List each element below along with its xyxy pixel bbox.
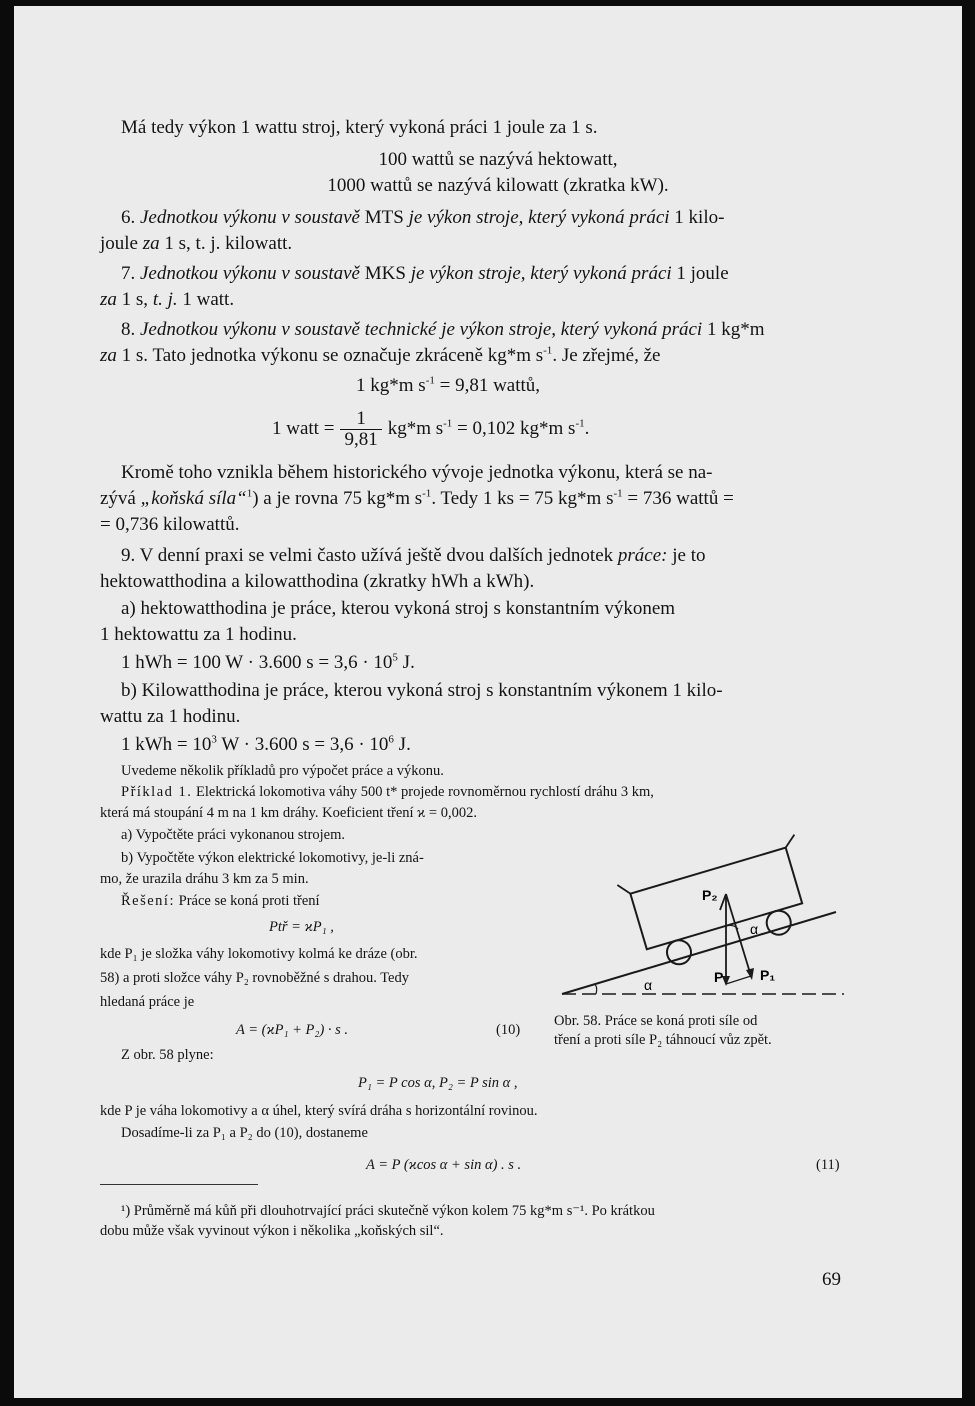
small-equation: A = P (ϰcos α + sin α) . s . xyxy=(366,1157,522,1173)
figure-caption: Obr. 58. Práce se koná proti síle od xyxy=(554,1013,758,1029)
definition-8: 8. Jednotkou výkonu v soustavě technické je výkon stroje, který vykoná práci 1 kg*m xyxy=(121,319,765,340)
footnote-rule xyxy=(100,1184,258,1185)
arrow-head xyxy=(746,968,754,980)
equation-number: (10) xyxy=(496,1022,521,1038)
vector-p1 xyxy=(726,894,751,976)
vector-p2 xyxy=(720,894,726,910)
text-line: Má tedy výkon 1 wattu stroj, který vykoná práci 1 joule za 1 s. xyxy=(121,117,598,138)
text-line: 1 hektowattu za 1 hodinu. xyxy=(100,624,297,645)
incline-line xyxy=(562,912,836,994)
small-equation: A = (ϰP₁ + P₂) · s . xyxy=(236,1022,349,1038)
label-p2: P₂ xyxy=(702,887,718,903)
equation-number: (11) xyxy=(816,1157,840,1173)
small-text-line: Uvedeme několik příkladů pro výpočet práce a výkonu. xyxy=(121,763,444,779)
equation-line: 1 hWh = 100 W · 3.600 $s = 3,6 \cdot 10^5$ J. xyxy=(121,651,415,673)
small-text-line: Z obr. 58 plyne: xyxy=(121,1047,214,1063)
text-line: = 0,736 kilowattů. xyxy=(100,514,240,535)
label-p: P xyxy=(714,969,724,985)
fraction: $\frac{1}{9,81}$ xyxy=(340,409,381,450)
wagon xyxy=(617,834,820,975)
definition-6: 6. Jednotkou výkonu v soustavě MTS je výkon stroje, který vykoná práci 1 kilo- xyxy=(121,207,725,228)
text-line: wattu za 1 hodinu. xyxy=(100,706,241,727)
footnote-line: dobu může však vyvinout výkon i několika „koňských sil“. xyxy=(100,1223,444,1239)
small-text-line: mo, že urazila dráhu 3 km za 5 min. xyxy=(100,871,309,887)
equation-line: 1 kWh = $10^3$ W · 3.600 $s = 3,6 \cdot 10^6$ J. xyxy=(121,733,411,755)
small-text-line: a) Vypočtěte práci vykonanou strojem. xyxy=(121,827,346,843)
label-alpha-bottom: α xyxy=(644,977,653,993)
angle-arc xyxy=(594,984,597,994)
equation-line: 1 kg*m $s^{-1} = 9,81$ wattů, xyxy=(356,374,541,396)
text-line: Kromě toho vznikla během historického vývoje jednotka výkonu, která se na- xyxy=(121,462,713,483)
text-line: 1000 wattů se nazývá kilowatt (zkratka kW). xyxy=(327,175,669,196)
figure-58-locomotive-diagram xyxy=(554,834,854,1004)
small-text-line: Řešení: Práce se koná proti tření xyxy=(121,893,320,909)
small-text-line: kde P₁ je složka váhy lokomotivy kolmá ke dráze (obr. xyxy=(100,946,418,962)
wagon-edge xyxy=(617,882,630,896)
footnote-line: ¹) Průměrně má kůň při dlouhotrvající práci skutečně výkon kolem 75 kg*m s⁻¹. Po krátkou xyxy=(121,1203,655,1219)
text-line: 9. V denní praxi se velmi často užívá ještě dvou dalších jednotek práce: je to xyxy=(121,545,706,566)
book-page xyxy=(14,6,962,1398)
page-number: 69 xyxy=(822,1269,841,1290)
small-text-line: Příklad 1. Elektrická lokomotiva váhy 500 t* projede rovnoměrnou rychlostí dráhu 3 km, xyxy=(121,784,654,800)
text-line: zývá „koňská síla“$^1$) a je rovna 75 kg*m $s^{-1}$. Tedy 1 ks = 75 kg*m $s^{-1} = 736$ wattů = xyxy=(100,487,734,509)
text-line: za 1 s, t. j. 1 watt. xyxy=(100,289,235,310)
figure-caption: tření a proti síle P₂ táhnoucí vůz zpět. xyxy=(554,1032,772,1048)
small-equation: P₁ = P cos α, P₂ = P sin α , xyxy=(358,1075,518,1091)
small-text-line: 58) a proti složce váhy P₂ rovnoběžné s drahou. Tedy xyxy=(100,970,409,986)
wagon-edge xyxy=(783,835,797,848)
small-text-line: hledaná práce je xyxy=(100,994,195,1010)
label-p1: P₁ xyxy=(760,967,776,983)
text-line: 100 wattů se nazývá hektowatt, xyxy=(378,149,618,170)
small-text-line: Dosadíme-li za P₁ a P₂ do (10), dostaneme xyxy=(121,1125,368,1141)
definition-7: 7. Jednotkou výkonu v soustavě MKS je výkon stroje, který vykoná práci 1 joule xyxy=(121,263,729,284)
small-equation: Ptř = ϰP₁ , xyxy=(269,919,334,935)
small-text-line: b) Vypočtěte výkon elektrické lokomotivy, je-li zná- xyxy=(121,850,424,866)
text-line: b) Kilowatthodina je práce, kterou vykoná stroj s konstantním výkonem 1 kilo- xyxy=(121,680,723,701)
small-text-line: kde P je váha lokomotivy a α úhel, který svírá dráha s horizontální rovinou. xyxy=(100,1103,538,1119)
parallelogram-side xyxy=(726,976,751,984)
text-line: joule za 1 s, t. j. kilowatt. xyxy=(100,233,293,254)
text-line: hektowatthodina a kilowatthodina (zkratky hWh a kWh). xyxy=(100,571,535,592)
equation-line: 1 watt = $\frac{1}{9,81}$ kg*m $s^{-1} = 0,102$ kg*m $s^{-1}$. xyxy=(272,408,590,451)
text-line: za 1 s. Tato jednotka výkonu se označuje zkráceně kg*m $s^{-1}$. Je zřejmé, že xyxy=(100,344,661,366)
label-alpha-top: α xyxy=(750,921,759,937)
text-line: a) hektowatthodina je práce, kterou vykoná stroj s konstantním výkonem xyxy=(121,598,676,619)
small-text-line: která má stoupání 4 m na 1 km dráhy. Koeficient tření ϰ = 0,002. xyxy=(100,805,477,821)
